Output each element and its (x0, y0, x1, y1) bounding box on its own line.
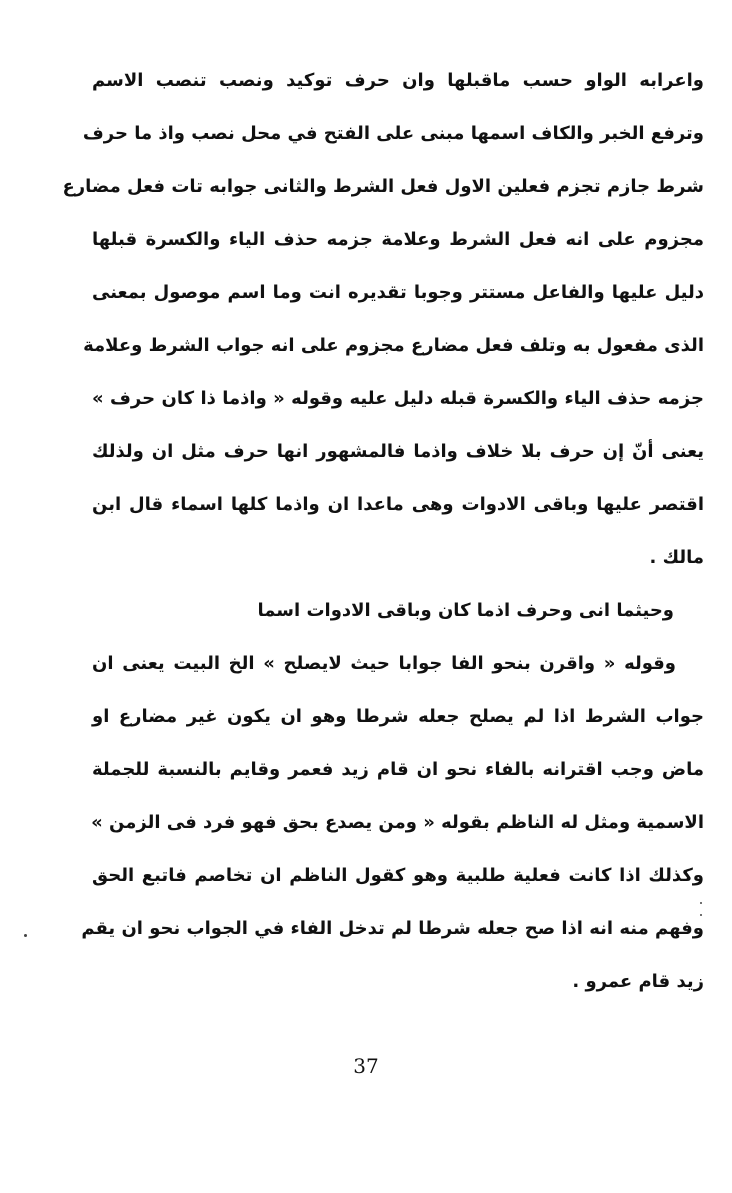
text-line: جواب الشرط اذا لم يصلح جعله شرطا وهو ان يكون غير مضارع او (92, 706, 704, 727)
scan-speck (700, 914, 702, 916)
text-line: جزمه حذف الياء والكسرة قبله دليل عليه وقوله « واذما ذا كان حرف » (92, 388, 704, 409)
text-line: دليل عليها والفاعل مستتر وجوبا تقديره انت وما اسم موصول بمعنى (92, 282, 704, 303)
text-line: زيد قام عمرو . (572, 971, 704, 992)
text-line: وفهم منه انه اذا صح جعله شرطا لم تدخل الفاء في الجواب نحو ان يقم (81, 918, 704, 939)
text-line: واعرابه الواو حسب ماقبلها وان حرف توكيد ونصب تنصب الاسم (92, 70, 704, 91)
text-line: اقتصر عليها وباقى الادوات وهى ماعدا ان واذما كلها اسماء قال ابن (92, 494, 704, 515)
page-number: 37 (353, 1054, 379, 1078)
text-line: مجزوم على انه فعل الشرط وعلامة جزمه حذف الياء والكسرة قبلها (92, 229, 704, 250)
verse-line: وحيثما انى وحرف اذما كان وباقى الادوات اسما (257, 600, 674, 621)
text-line: الاسمية ومثل له الناظم بقوله « ومن يصدع بحق فهو فرد فى الزمن » (91, 812, 704, 833)
text-line: وكذلك اذا كانت فعلية طلبية وهو كقول الناظم ان تخاصم فاتبع الحق (92, 865, 704, 886)
body-text (62, 58, 704, 1012)
text-line: وترفع الخبر والكاف اسمها مبنى على الفتح في محل نصب واذ ما حرف (82, 123, 704, 144)
text-line: ماض وجب اقترانه بالفاء نحو ان قام زيد فعمر وقايم بالنسبة للجملة (92, 759, 704, 780)
text-line: يعنى أنّ إن حرف بلا خلاف واذما فالمشهور انها حرف مثل ان ولذلك (92, 441, 704, 462)
text-line: شرط جازم تجزم فعلين الاول فعل الشرط والثانى جوابه تات فعل مضارع (62, 176, 704, 197)
scan-speck (24, 934, 27, 937)
text-line: الذى مفعول به وتلف فعل مضارع مجزوم على انه جواب الشرط وعلامة (83, 335, 704, 356)
scan-speck (700, 902, 702, 904)
text-line: وقوله « واقرن بنحو الفا جوابا حيث لايصلح » الخ البيت يعنى ان (92, 653, 676, 674)
text-line: مالك . (649, 547, 704, 568)
